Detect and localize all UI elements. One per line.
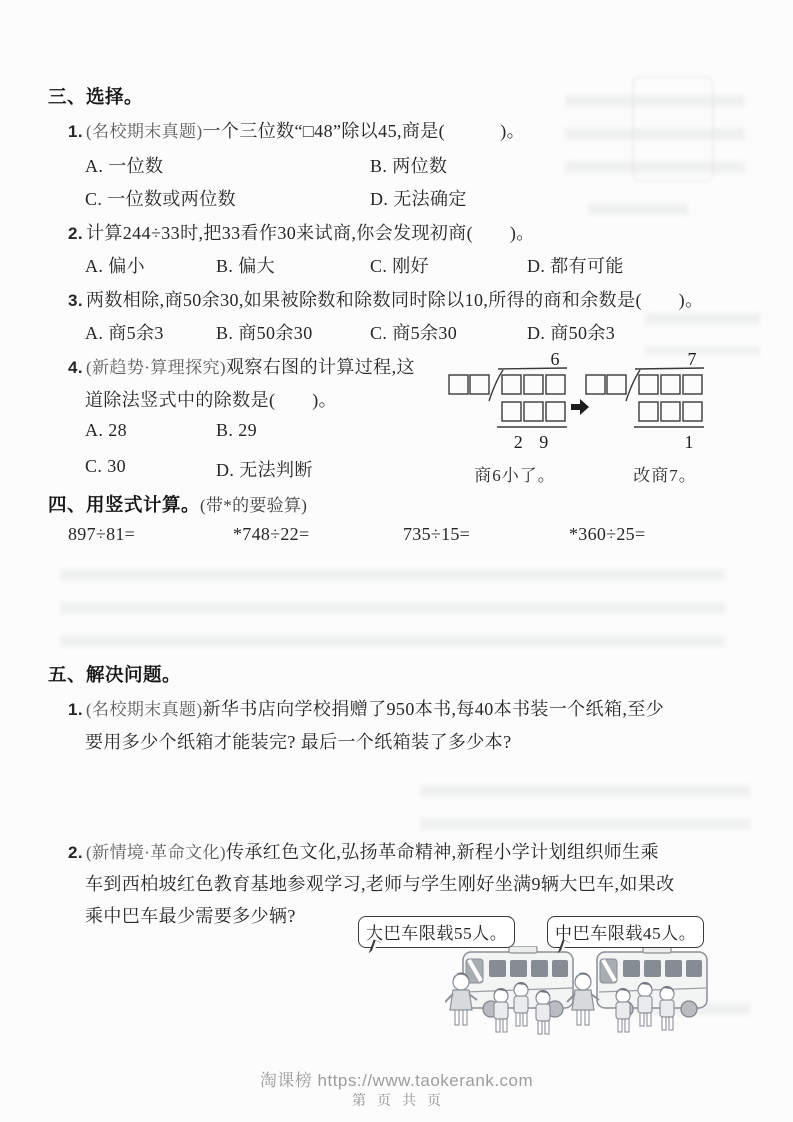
question-5-1-line2: 要用多少个纸箱才能装完? 最后一个纸箱装了多少本? bbox=[85, 732, 512, 752]
question-text: 两数相除,商50余30,如果被除数和除数同时除以10,所得的商和余数是( )。 bbox=[85, 290, 704, 310]
question-text-line1: 新华书店向学校捐赠了950本书,每40本书装一个纸箱,至少 bbox=[202, 699, 665, 719]
option-a: A. 一位数 bbox=[85, 156, 164, 176]
division-diagram-right bbox=[585, 349, 707, 453]
option-d: D. 无法确定 bbox=[370, 189, 467, 209]
bleedthrough-smudge bbox=[588, 190, 688, 220]
option-a: A. 偏小 bbox=[85, 256, 145, 276]
option-a: A. 商5余3 bbox=[85, 323, 164, 343]
quotient-digit: 6 bbox=[550, 349, 560, 369]
section-title-note: (带*的要验算) bbox=[200, 496, 308, 515]
question-5-2-line2: 车到西柏坡红色教育基地参观学习,老师与学生刚好坐满9辆大巴车,如果改 bbox=[85, 874, 675, 894]
question-number: 1. bbox=[68, 122, 83, 141]
calc-problem-4: *360÷25= bbox=[569, 524, 646, 544]
question-text-line1: 观察右图的计算过程,这 bbox=[225, 357, 415, 377]
division-figure bbox=[445, 349, 775, 489]
calc-problem-2: *748÷22= bbox=[233, 524, 310, 544]
section-choice-title: 三、选择。 bbox=[48, 86, 144, 107]
question-number: 2. bbox=[68, 843, 83, 862]
option-b: B. 偏大 bbox=[216, 256, 276, 276]
bleedthrough-smudge bbox=[420, 772, 750, 834]
remainder-digits: 1 bbox=[684, 432, 694, 452]
option-a: A. 28 bbox=[85, 420, 127, 440]
speech-bubble-big-bus: 大巴车限载55人。 bbox=[358, 916, 515, 948]
division-diagram-left bbox=[448, 349, 570, 453]
question-source-tag: (名校期末真题) bbox=[85, 122, 203, 141]
calc-problem-3: 735÷15= bbox=[403, 524, 471, 544]
question-number: 1. bbox=[68, 700, 83, 719]
option-d: D. 无法判断 bbox=[216, 460, 313, 480]
question-source-tag: (名校期末真题) bbox=[85, 700, 203, 719]
calc-problem-1: 897÷81= bbox=[68, 524, 136, 544]
bus-illustration bbox=[445, 946, 725, 1050]
figure-caption-right: 改商7。 bbox=[633, 466, 697, 485]
section-title-text: 四、用竖式计算。 bbox=[48, 494, 201, 515]
option-b: B. 商50余30 bbox=[216, 323, 313, 343]
question-text-line1: 传承红色文化,弘扬革命精神,新程小学计划组织师生乘 bbox=[225, 842, 659, 862]
option-d: D. 都有可能 bbox=[527, 256, 624, 276]
option-c: C. 30 bbox=[85, 456, 127, 476]
quotient-digit: 7 bbox=[687, 349, 697, 369]
question-text: 计算244÷33时,把33看作30来试商,你会发现初商( )。 bbox=[85, 223, 535, 243]
question-3-4 bbox=[68, 353, 415, 379]
footer-page-number: 第页共页 bbox=[352, 1092, 452, 1108]
question-3-4-line2: 道除法竖式中的除数是( )。 bbox=[85, 390, 337, 410]
question-number: 3. bbox=[68, 291, 83, 310]
bleedthrough-box bbox=[632, 76, 714, 182]
question-5-1 bbox=[68, 695, 664, 721]
option-c: C. 一位数或两位数 bbox=[85, 189, 237, 209]
section-calc-title bbox=[48, 491, 307, 517]
figure-caption-left: 商6小了。 bbox=[474, 466, 556, 485]
question-number: 4. bbox=[68, 358, 83, 377]
question-5-2 bbox=[68, 838, 659, 864]
section-solve-title: 五、解决问题。 bbox=[48, 664, 182, 685]
question-3-2 bbox=[68, 219, 535, 245]
option-c: C. 刚好 bbox=[370, 256, 430, 276]
question-source-tag: (新趋势·算理探究) bbox=[85, 358, 226, 377]
option-b: B. 29 bbox=[216, 420, 258, 440]
option-b: B. 两位数 bbox=[370, 156, 448, 176]
question-source-tag: (新情境·革命文化) bbox=[85, 843, 226, 862]
speech-bubble-mid-bus: 中巴车限载45人。 bbox=[547, 916, 704, 948]
bleedthrough-smudge bbox=[60, 556, 725, 651]
remainder-digits: 2 9 bbox=[513, 432, 555, 452]
option-c: C. 商5余30 bbox=[370, 323, 458, 343]
question-number: 2. bbox=[68, 224, 83, 243]
footer-site-url: 淘课榜 https://www.taokerank.com bbox=[259, 1071, 534, 1090]
question-3-1 bbox=[68, 117, 525, 143]
question-text: 一个三位数“□48”除以45,商是( )。 bbox=[202, 121, 526, 141]
question-5-2-line3: 乘中巴车最少需要多少辆? bbox=[85, 906, 296, 926]
question-3-3 bbox=[68, 286, 703, 312]
option-d: D. 商50余3 bbox=[527, 323, 616, 343]
